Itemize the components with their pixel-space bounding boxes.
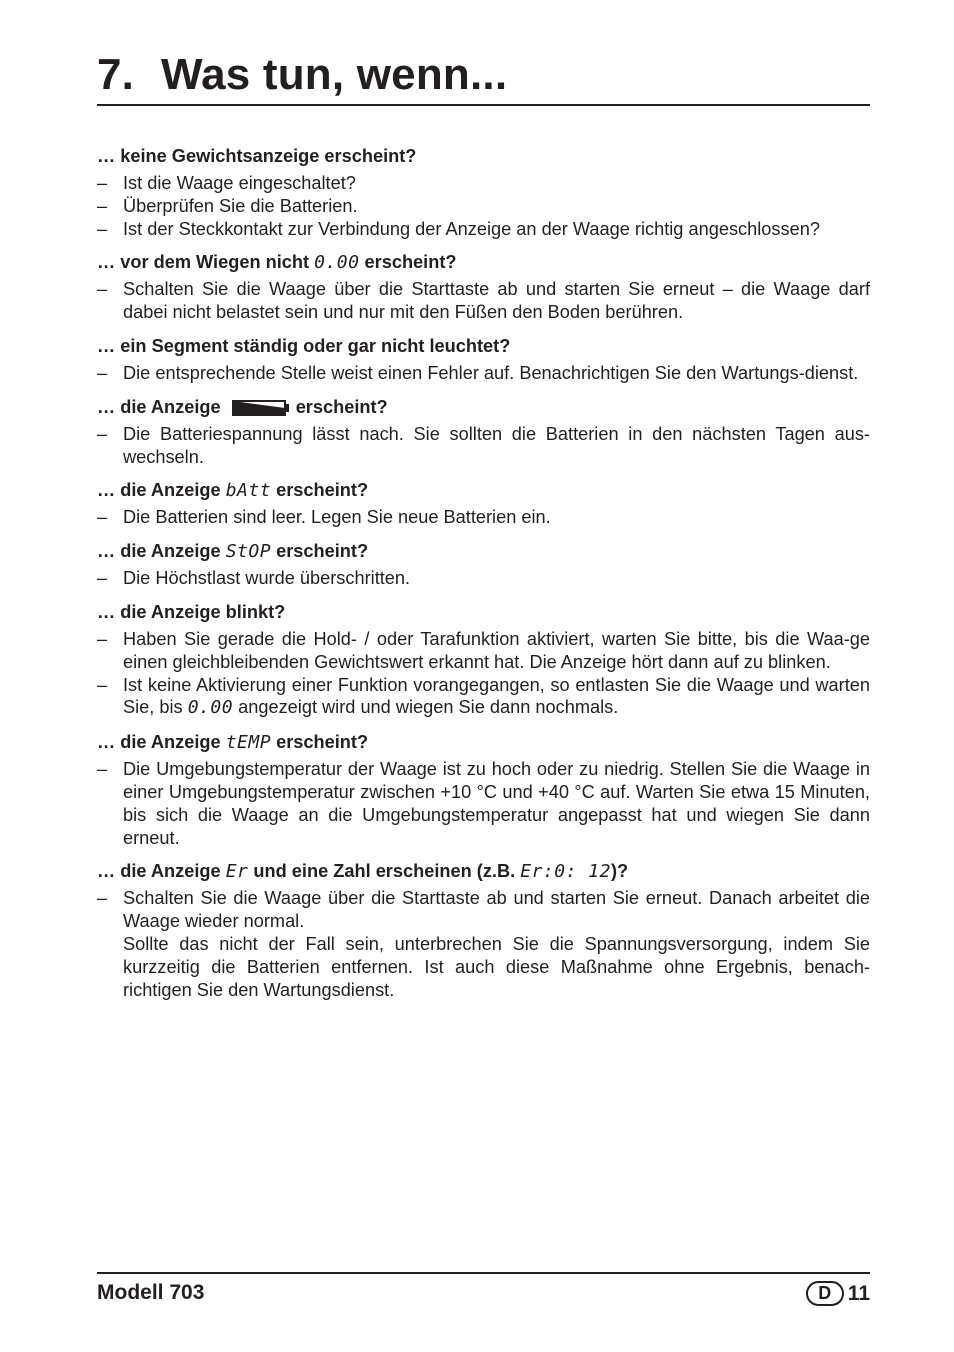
display-code: Er bbox=[225, 861, 249, 883]
faq-section-not-zero bbox=[97, 251, 870, 324]
chapter-number: 7. bbox=[97, 50, 135, 99]
faq-section-stop bbox=[97, 540, 870, 590]
faq-question: … die Anzeige bAtt erscheint? bbox=[97, 480, 369, 502]
faq-question: … keine Gewichtsanzeige erscheint? bbox=[97, 146, 417, 166]
model-name: Modell 703 bbox=[97, 1281, 205, 1304]
faq-answer: – Ist der Steckkontakt zur Verbindung der Anzeige an der Waage richtig angeschlossen? bbox=[97, 218, 820, 239]
faq-section-batt bbox=[97, 479, 870, 529]
faq-answer: – Schalten Sie die Waage über die Starttaste ab und starten Sie erneut – die Waage darf dabei nicht belastet sein und nur mit den Füßen den Boden berühren. bbox=[97, 279, 870, 323]
display-code: 0.00 bbox=[314, 252, 360, 274]
faq-section-blinking bbox=[97, 601, 870, 720]
faq-answer: – Überprüfen Sie die Batterien. bbox=[97, 195, 358, 216]
faq-answer: – Ist die Waage eingeschaltet? bbox=[97, 173, 356, 193]
faq-question: … vor dem Wiegen nicht 0.00 erscheint? bbox=[97, 252, 457, 274]
faq-section-error bbox=[97, 860, 870, 1001]
faq-answer: – Die Batterien sind leer. Legen Sie neue Batterien ein. bbox=[97, 507, 551, 528]
language-badge: D bbox=[806, 1281, 844, 1306]
faq-answer: – Die entsprechende Stelle weist einen Fehler auf. Benachrichtigen Sie den Wartungs-dienst. bbox=[97, 362, 859, 383]
chapter-title: Was tun, wenn... bbox=[161, 50, 508, 99]
display-code: StOP bbox=[225, 541, 272, 563]
page-title bbox=[97, 50, 507, 100]
faq-answer: – Schalten Sie die Waage über die Starttaste ab und starten Sie erneut. Danach arbeitet die Waage wieder normal. bbox=[97, 888, 870, 932]
display-code: bAtt bbox=[225, 480, 272, 502]
faq-answer-continued: Sollte das nicht der Fall sein, unterbrechen Sie die Spannungsversorgung, indem Sie kurzzeitig die Batterien entfernen. Ist auch diese Maßnahme ohne Ergebnis, benach-richtigen Sie den Wartungsdienst. bbox=[123, 933, 870, 1000]
faq-section-temp bbox=[97, 731, 870, 849]
faq-question: … die Anzeige Er und eine Zahl erscheinen (z.B. Er:0: 12)? bbox=[97, 861, 629, 883]
faq-question: … die Anzeige blinkt? bbox=[97, 601, 286, 622]
faq-answer: – Ist keine Aktivierung einer Funktion vorangegangen, so entlasten Sie die Waage und warten Sie, bis 0.00 angezeigt wird und wiegen Sie dann nochmals. bbox=[97, 674, 870, 719]
display-code: 0.00 bbox=[187, 697, 234, 719]
faq-question: … die Anzeige tEMP erscheint? bbox=[97, 732, 369, 754]
faq-answer: – Die Batteriespannung lässt nach. Sie sollten die Batterien in den nächsten Tagen aus-wechseln. bbox=[97, 423, 870, 467]
faq-answer: – Die Umgebungstemperatur der Waage ist zu hoch oder zu niedrig. Stellen Sie die Waage in einer Umgebungstemperatur zwischen +10 °C und +40 °C auf. Warten Sie etwa 15 Minuten, bis sich die Waage an die Umgebungstemperatur angepasst hat und wiegen Sie dann erneut. bbox=[97, 759, 870, 848]
header-rule bbox=[97, 104, 870, 106]
footer-rule bbox=[97, 1272, 870, 1274]
display-code: tEMP bbox=[225, 732, 272, 754]
faq-answer: – Haben Sie gerade die Hold- / oder Tarafunktion aktiviert, warten Sie bitte, bis die Waa-ge einen gleichbleibenden Gewichtswert erkannt hat. Die Anzeige hört dann auf zu blinken. bbox=[97, 628, 870, 672]
faq-question: … die Anzeige erscheint? bbox=[97, 396, 388, 417]
display-code: Er:0: 12 bbox=[520, 861, 611, 883]
faq-content bbox=[97, 145, 870, 1012]
faq-section-segment bbox=[97, 335, 870, 385]
page-indicator bbox=[806, 1281, 870, 1306]
faq-question: … ein Segment ständig oder gar nicht leuchtet? bbox=[97, 335, 511, 356]
faq-answer: – Die Höchstlast wurde überschritten. bbox=[97, 568, 411, 589]
battery-low-icon bbox=[232, 400, 290, 416]
page-number: 11 bbox=[847, 1281, 870, 1305]
faq-section-no-weight bbox=[97, 145, 870, 240]
faq-question: … die Anzeige StOP erscheint? bbox=[97, 541, 369, 563]
faq-section-battery-low bbox=[97, 396, 870, 469]
